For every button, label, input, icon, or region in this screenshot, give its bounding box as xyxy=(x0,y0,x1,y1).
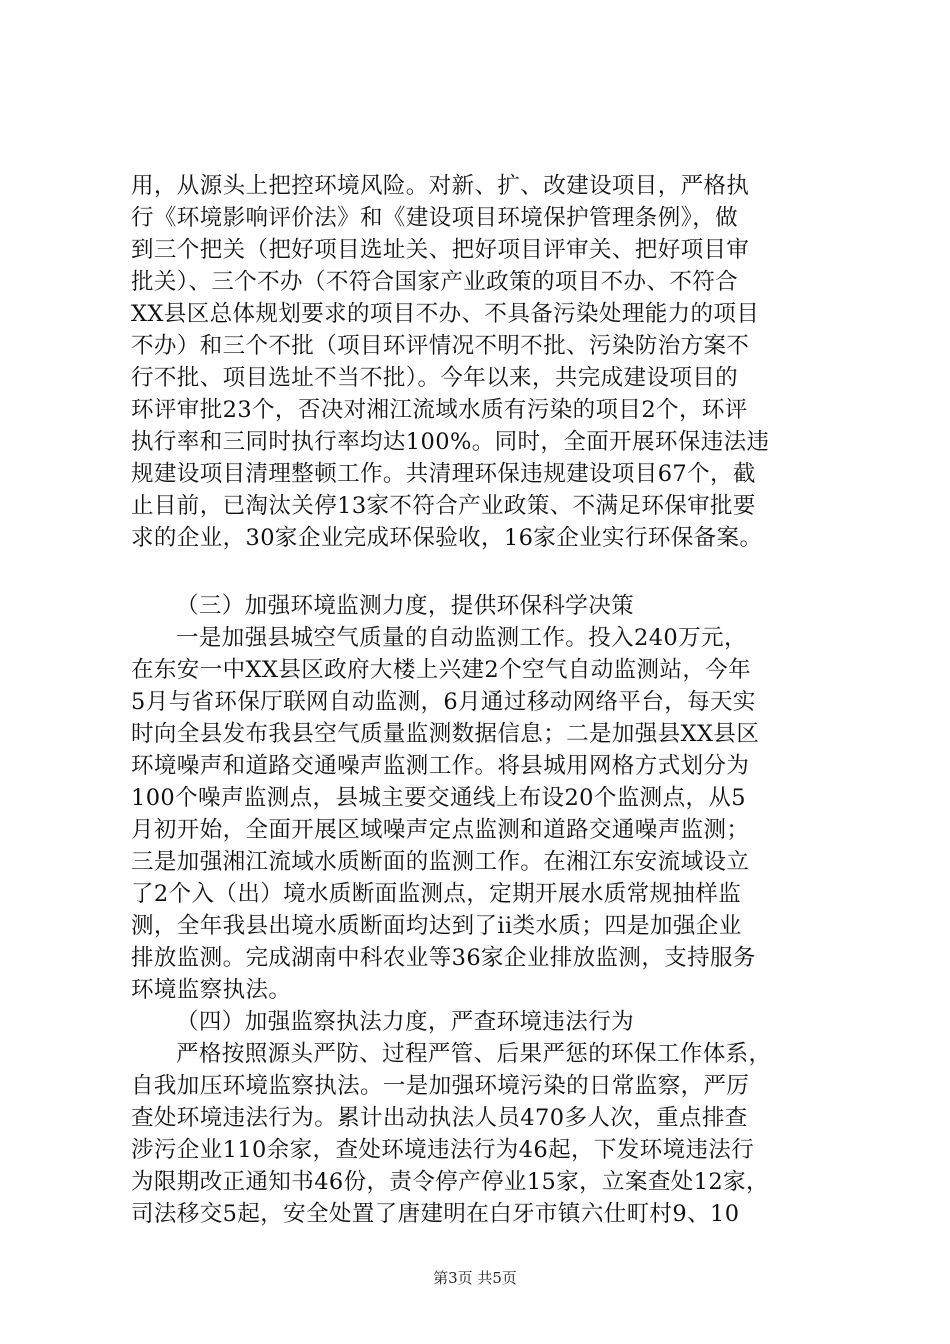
section-heading-enforcement: （四）加强监察执法力度，严查环境违法行为 xyxy=(176,1009,635,1035)
text-line: 规建设项目清理整顿工作。共清理环保违规建设项目67个，截 xyxy=(131,461,756,487)
text-line: 月初开始，全面开展区域噪声定点监测和道路交通噪声监测； xyxy=(131,817,750,843)
page-footer: 第3页 共5页 xyxy=(433,1269,517,1287)
document-body xyxy=(131,170,831,1230)
text-line: 环境监察执法。 xyxy=(131,977,292,1003)
text-line: 止目前，已淘汰关停13家不符合产业政策、不满足环保审批要 xyxy=(131,493,756,519)
text-line: 100个噪声监测点，县城主要交通线上布设20个监测点，从5 xyxy=(131,785,746,811)
text-line: 查处环境违法行为。累计出动执法人员470多人次，重点排查 xyxy=(131,1105,748,1131)
text-line: 在东安一中XX县区政府大楼上兴建2个空气自动监测站，今年 xyxy=(131,657,752,683)
text-line: 严格按照源头严防、过程严管、后果严惩的环保工作体系， xyxy=(176,1041,772,1067)
text-line: 环评审批23个，否决对湘江流域水质有污染的项目2个，环评 xyxy=(131,397,748,423)
text-line: 了2个入（出）境水质断面监测点，定期开展水质常规抽样监 xyxy=(131,881,742,907)
section-heading-monitoring: （三）加强环境监测力度，提供环保科学决策 xyxy=(176,593,635,619)
text-line: 涉污企业110余家，查处环境违法行为46起，下发环境违法行 xyxy=(131,1137,755,1163)
text-line: 用，从源头上把控环境风险。对新、扩、改建设项目，严格执 xyxy=(131,173,750,199)
text-line: 行《环境影响评价法》和《建设项目环境保护管理条例》，做 xyxy=(131,205,739,231)
text-line: 求的企业，30家企业完成环保验收，16家企业实行环保备案。 xyxy=(131,525,763,551)
text-line: 批关）、三个不办（不符合国家产业政策的项目不办、不符合 xyxy=(131,269,739,295)
text-line: 测，全年我县出境水质断面均达到了ii类水质；四是加强企业 xyxy=(131,913,742,939)
text-line: 为限期改正通知书46份，责令停产停业15家，立案查处12家， xyxy=(131,1169,769,1195)
text-line: 一是加强县城空气质量的自动监测工作。投入240万元， xyxy=(176,625,747,651)
paragraph-enforcement xyxy=(131,1038,831,1230)
text-line: 到三个把关（把好项目选址关、把好项目评审关、把好项目审 xyxy=(131,237,750,263)
text-line: 三是加强湘江流域水质断面的监测工作。在湘江东安流域设立 xyxy=(131,849,750,875)
text-line: 排放监测。完成湖南中科农业等36家企业排放监测，支持服务 xyxy=(131,945,756,971)
text-line: 环境噪声和道路交通噪声监测工作。将县城用网格方式划分为 xyxy=(131,753,750,779)
paragraph-gap xyxy=(131,554,831,590)
text-line: 自我加压环境监察执法。一是加强环境污染的日常监察，严厉 xyxy=(131,1073,750,1099)
text-line: 5月与省环保厅联网自动监测，6月通过移动网络平台，每天实 xyxy=(131,689,756,715)
paragraph-project-review xyxy=(131,170,831,554)
text-line: 不办）和三个不批（项目环评情况不明不批、污染防治方案不 xyxy=(131,333,750,359)
paragraph-monitoring xyxy=(131,622,831,1006)
text-line: 行不批、项目选址不当不批）。今年以来，共完成建设项目的 xyxy=(131,365,739,391)
text-line: 时向全县发布我县空气质量监测数据信息；二是加强县XX县区 xyxy=(131,721,760,747)
text-line: XX县区总体规划要求的项目不办、不具备污染处理能力的项目 xyxy=(131,301,760,327)
text-line: 司法移交5起，安全处置了唐建明在白牙市镇六仕町村9、10 xyxy=(131,1201,740,1227)
text-line: 执行率和三同时执行率均达100%。同时，全面开展环保违法违 xyxy=(131,429,770,455)
